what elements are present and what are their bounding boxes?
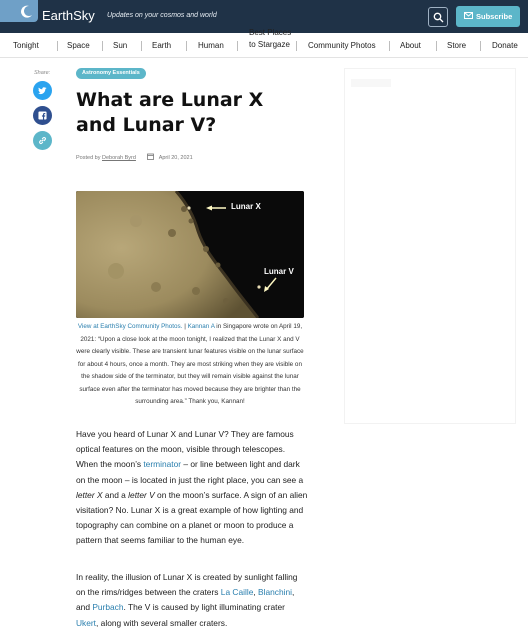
article-title: What are Lunar X and Lunar V? — [76, 89, 264, 136]
nav-divider — [296, 41, 297, 51]
author-link[interactable]: Deborah Byrd — [102, 155, 136, 161]
para1-text-c: and a — [102, 489, 129, 500]
nav-item-sun[interactable]: Sun — [113, 41, 128, 50]
posted-by-label: Posted by — [76, 155, 101, 161]
logo-text[interactable]: EarthSky — [42, 8, 95, 23]
nav-item-donate[interactable]: Donate — [492, 41, 518, 50]
ad-placeholder — [351, 79, 391, 87]
nav-divider — [237, 41, 238, 51]
earthsky-logo-icon[interactable] — [0, 0, 38, 22]
subscribe-button[interactable] — [456, 6, 520, 27]
para2-text-e: , along with several smaller craters. — [96, 617, 228, 628]
twitter-icon — [38, 86, 47, 95]
subscribe-label: Subscribe — [476, 12, 513, 21]
nav-divider — [141, 41, 142, 51]
nav-divider — [389, 41, 390, 51]
la-caille-link[interactable]: La Caille — [220, 587, 254, 598]
lunar-x-label: Lunar X — [231, 202, 261, 211]
purbach-link[interactable]: Purbach — [92, 602, 124, 613]
caption-separator: | — [182, 323, 188, 330]
para1-text-a: Have you heard of Lunar X and Lunar V? They are famous optical features on the moon, visible through telescopes. When the moon’s — [76, 429, 294, 470]
byline — [76, 153, 193, 161]
ukert-link[interactable]: Ukert — [76, 617, 97, 628]
photo-caption — [76, 321, 304, 409]
para2-text-a: In reality, the illusion of Lunar X is created by sunlight falling on the rims/ridges between the craters — [76, 572, 298, 598]
para2-text-d: . The V is caused by light illuminating crater — [123, 602, 285, 613]
community-photos-link[interactable]: View at EarthSky Community Photos. — [77, 323, 183, 330]
caption-text: in Singapore wrote on April 19, 2021: “Upon a close look at the moon tonight, I realized that the Lunar X and V were clearly visible. These are transient lunar features visible on the lunar surface for about 4 hours, once a month. They are most striking when they are visible on the shadow side of the terminator, but they will remain visible against the lunar surface even after the terminator has moved because they are brighter than the surrounding area.” Thank you, Kannan! — [76, 323, 304, 405]
site-tagline: Updates on your cosmos and world — [107, 12, 217, 19]
sidebar-ad-slot — [344, 68, 516, 424]
post-date: April 20, 2021 — [158, 155, 193, 161]
nav-item-space[interactable]: Space — [67, 41, 90, 50]
blanchini-link[interactable]: Blanchini — [258, 587, 293, 598]
lunar-v-label: Lunar V — [264, 267, 294, 276]
nav-divider — [102, 41, 103, 51]
letter-x-emphasis: letter X — [76, 489, 103, 500]
nav-divider — [436, 41, 437, 51]
nav-item-best-places[interactable]: Best Places to Stargaze — [249, 28, 292, 49]
nav-divider — [57, 41, 58, 51]
search-button[interactable] — [428, 7, 448, 27]
letter-v-emphasis: letter V — [128, 489, 155, 500]
para1-text-b: – or line between light and dark on the moon – is located in just the right place, you can see a — [76, 459, 304, 485]
para1-text-d: on the moon’s surface. A sign of an alien visitation? No. Lunar X is a great example of how lighting and topography can combine on a planet or moon to produce a pattern that seems familiar to the human eye. — [76, 489, 308, 546]
nav-item-community-photos[interactable]: Community Photos — [308, 41, 376, 50]
nav-item-about[interactable]: About — [400, 41, 421, 50]
link-icon — [38, 136, 47, 145]
nav-item-tonight[interactable]: Tonight — [13, 41, 39, 50]
calendar-icon — [147, 153, 154, 160]
nav-divider — [186, 41, 187, 51]
facebook-icon — [38, 111, 47, 120]
search-icon — [433, 12, 444, 23]
moon-image — [76, 191, 304, 318]
mail-icon — [464, 12, 473, 19]
share-facebook-button[interactable] — [33, 106, 52, 125]
nav-item-store[interactable]: Store — [447, 41, 467, 50]
main-nav — [0, 28, 528, 58]
nav-item-earth[interactable]: Earth — [152, 41, 172, 50]
lunar-x-v-photo[interactable] — [76, 191, 304, 318]
share-twitter-button[interactable] — [33, 81, 52, 100]
para2-text-c: , and — [76, 587, 295, 613]
nav-item-human[interactable]: Human — [198, 41, 224, 50]
terminator-link[interactable]: terminator — [143, 459, 182, 470]
para2-text-b: , — [253, 587, 259, 598]
article-paragraph-1 — [76, 427, 308, 549]
photographer-link[interactable]: Kannan A — [187, 323, 215, 330]
share-copy-link-button[interactable] — [33, 131, 52, 150]
nav-divider — [480, 41, 481, 51]
category-badge[interactable]: Astronomy Essentials — [76, 68, 146, 79]
article-paragraph-2 — [76, 570, 308, 631]
share-label: Share: — [34, 70, 51, 76]
